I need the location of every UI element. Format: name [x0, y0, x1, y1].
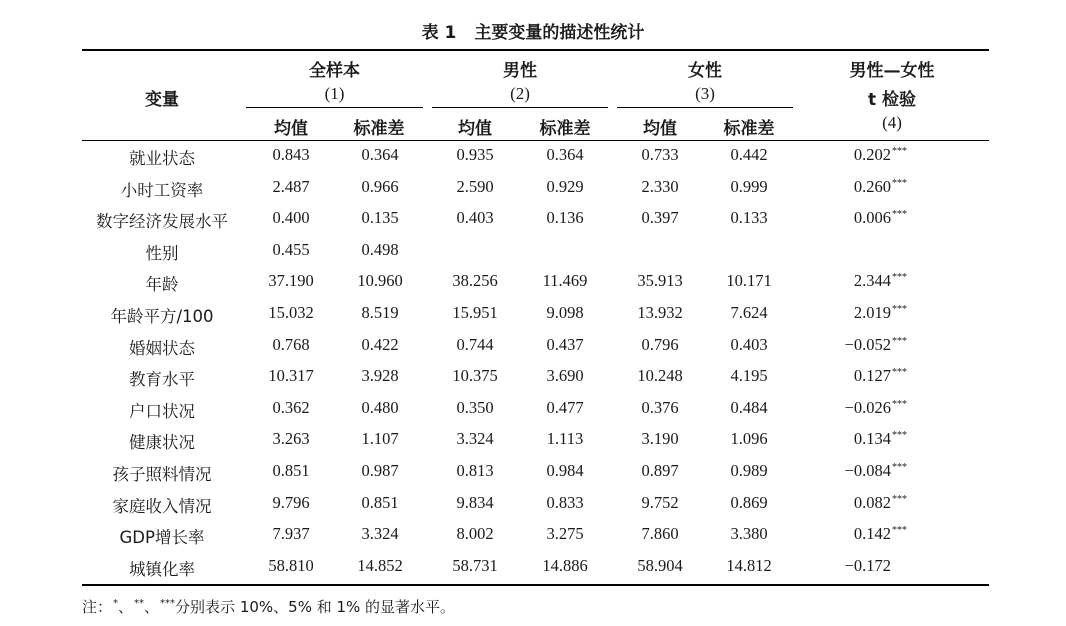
- header-group-female-index: (3): [695, 84, 715, 103]
- row-value-cell: 0.999: [730, 176, 768, 196]
- row-value-cell: 0.477: [546, 397, 584, 417]
- group-rule-full-sample: [246, 107, 423, 108]
- row-variable-name: 孩子照料情况: [112, 465, 212, 484]
- row-value-cell: 10.375: [452, 366, 498, 386]
- row-variable-name: 性别: [145, 243, 179, 263]
- header-group-full-index: (1): [324, 84, 345, 103]
- row-value-cell: 0.935: [456, 145, 494, 164]
- row-value-cell: 0.442: [730, 145, 768, 164]
- row-variable-name: 婚姻状态: [129, 338, 195, 358]
- row-value-cell: 0.989: [730, 461, 768, 480]
- row-value-cell: 0.897: [641, 461, 679, 480]
- row-value-cell: 0.484: [730, 397, 768, 417]
- significance-stars: ***: [892, 430, 907, 442]
- row-value-cell: 9.098: [546, 303, 584, 322]
- note-star-3: ***: [160, 598, 176, 609]
- row-value-cell: 3.928: [361, 366, 399, 386]
- row-value-cell: 0.498: [361, 239, 399, 259]
- row-value-cell: 2.590: [456, 176, 494, 196]
- row-value-cell: 11.469: [542, 271, 588, 291]
- header-rule: [82, 140, 989, 141]
- significance-stars: ***: [892, 335, 907, 347]
- row-value-cell: 8.519: [361, 303, 399, 322]
- t-value: −0.172: [844, 555, 891, 575]
- row-value-cell: 0.851: [361, 492, 399, 512]
- header-test-line1: 男性—女性: [849, 61, 935, 81]
- row-value-cell: 0.733: [641, 145, 679, 164]
- row-value-cell: 0.135: [361, 208, 399, 228]
- row-variable-name: GDP增长率: [119, 528, 205, 548]
- significance-stars: ***: [892, 493, 907, 505]
- significance-stars: ***: [892, 462, 907, 473]
- header-test-index: (4): [882, 113, 902, 132]
- row-value-cell: 7.860: [641, 524, 679, 544]
- row-value-cell: 35.913: [637, 271, 683, 291]
- row-value-cell: 15.032: [268, 303, 314, 322]
- t-value: 2.019: [853, 303, 891, 322]
- t-value: 0.142: [853, 524, 891, 544]
- row-value-cell: 9.834: [456, 492, 494, 512]
- t-value: 0.127: [853, 366, 891, 386]
- significance-stars: ***: [892, 209, 907, 221]
- table-number: 表 1: [421, 23, 457, 43]
- row-value-cell: 0.403: [456, 208, 494, 228]
- row-value-cell: 0.813: [456, 461, 494, 480]
- significance-stars: ***: [892, 146, 907, 157]
- row-variable-name: 城镇化率: [129, 559, 195, 579]
- header-sd-full: 标准差: [353, 119, 405, 139]
- row-t-test-cell: [820, 240, 910, 260]
- row-value-cell: 7.624: [730, 303, 768, 322]
- row-t-test-cell: [820, 429, 910, 449]
- row-value-cell: 38.256: [452, 271, 498, 291]
- note-star-2: **: [134, 598, 145, 609]
- row-value-cell: 0.422: [361, 334, 399, 354]
- row-value-cell: 2.330: [641, 176, 679, 196]
- group-rule-male: [432, 107, 608, 108]
- t-value: −0.026: [844, 397, 891, 417]
- row-value-cell: 0.869: [730, 492, 768, 512]
- row-t-test-cell: [820, 145, 910, 165]
- row-value-cell: 0.364: [546, 145, 584, 164]
- row-value-cell: 10.960: [357, 271, 403, 291]
- row-t-test-cell: [820, 177, 910, 197]
- significance-stars: ***: [892, 304, 907, 315]
- row-value-cell: 4.195: [730, 366, 768, 386]
- group-rule-female: [617, 107, 793, 108]
- row-value-cell: 0.843: [272, 145, 310, 164]
- header-group-male: 男性: [503, 61, 537, 81]
- row-t-test-cell: [820, 366, 910, 386]
- row-variable-name: 数字经济发展水平: [96, 212, 228, 232]
- note-text: 分别表示 10%、5% 和 1% 的显著水平。: [175, 598, 456, 616]
- row-t-test-cell: [820, 461, 910, 481]
- significance-stars: ***: [892, 272, 907, 284]
- row-value-cell: 0.929: [546, 176, 584, 196]
- row-value-cell: 0.362: [272, 397, 310, 417]
- row-value-cell: 10.171: [726, 271, 772, 291]
- table-title: 主要变量的描述性统计: [474, 23, 645, 43]
- row-value-cell: 0.136: [546, 208, 584, 228]
- row-value-cell: 8.002: [456, 524, 494, 544]
- row-value-cell: 0.455: [272, 239, 310, 259]
- row-t-test-cell: [820, 398, 910, 418]
- row-value-cell: 1.107: [361, 429, 399, 449]
- significance-stars: ***: [892, 367, 907, 379]
- row-t-test-cell: [820, 208, 910, 228]
- header-mean-full: 均值: [274, 119, 308, 139]
- row-variable-name: 户口状况: [129, 401, 195, 421]
- row-value-cell: 0.768: [272, 334, 310, 354]
- row-variable-name: 年龄: [145, 275, 179, 295]
- row-variable-name: 健康状况: [129, 433, 195, 453]
- row-value-cell: 3.324: [361, 524, 399, 544]
- row-value-cell: 13.932: [637, 303, 683, 322]
- row-value-cell: 15.951: [452, 303, 498, 322]
- row-value-cell: 0.437: [546, 334, 584, 354]
- row-value-cell: 3.190: [641, 429, 679, 449]
- t-value: 0.260: [853, 176, 891, 196]
- header-sd-female: 标准差: [723, 119, 775, 139]
- row-value-cell: 14.886: [542, 555, 588, 575]
- row-value-cell: 3.275: [546, 524, 584, 544]
- row-value-cell: 0.480: [361, 397, 399, 417]
- note-prefix: 注：: [82, 598, 113, 616]
- significance-stars: ***: [892, 398, 907, 410]
- row-t-test-cell: [820, 303, 910, 323]
- row-value-cell: 0.796: [641, 334, 679, 354]
- row-value-cell: 58.810: [268, 555, 314, 575]
- row-variable-name: 就业状态: [129, 149, 195, 168]
- row-value-cell: 0.364: [361, 145, 399, 164]
- t-value: −0.052: [844, 334, 891, 354]
- row-value-cell: 1.113: [546, 429, 584, 449]
- row-value-cell: 37.190: [268, 271, 314, 291]
- row-value-cell: 0.133: [730, 208, 768, 228]
- row-value-cell: 0.966: [361, 176, 399, 196]
- row-t-test-cell: [820, 524, 910, 544]
- bottom-rule: [82, 584, 989, 586]
- row-t-test-cell: [820, 271, 910, 291]
- row-variable-name: 年龄平方/100: [110, 307, 214, 326]
- note-star-1: *: [113, 598, 119, 609]
- t-value: 0.134: [853, 429, 891, 449]
- header-mean-female: 均值: [643, 119, 677, 139]
- row-value-cell: 14.852: [357, 555, 403, 575]
- row-t-test-cell: [820, 493, 910, 513]
- header-test-line2: t 检验: [867, 90, 917, 110]
- row-value-cell: 0.987: [361, 461, 399, 480]
- row-value-cell: 0.397: [641, 208, 679, 228]
- row-t-test-cell: [820, 556, 910, 576]
- t-value: 2.344: [853, 271, 891, 291]
- row-value-cell: 10.248: [637, 366, 683, 386]
- row-value-cell: 3.690: [546, 366, 584, 386]
- significance-stars: ***: [892, 525, 907, 537]
- top-rule: [82, 49, 989, 51]
- header-group-female: 女性: [688, 61, 722, 81]
- row-value-cell: 0.984: [546, 461, 584, 480]
- row-variable-name: 家庭收入情况: [112, 496, 212, 516]
- row-variable-name: 教育水平: [129, 370, 195, 390]
- row-value-cell: 9.796: [272, 492, 310, 512]
- header-group-full: 全样本: [309, 61, 360, 81]
- header-variable: 变量: [145, 90, 179, 110]
- significance-stars: ***: [892, 177, 907, 189]
- row-value-cell: 0.350: [456, 397, 494, 417]
- row-value-cell: 0.744: [456, 334, 494, 354]
- table-note: 注：*、**、***分别表示 10%、5% 和 1% 的显著水平。: [82, 598, 456, 616]
- table-caption: [0, 18, 1066, 43]
- header-group-male-index: (2): [510, 84, 530, 103]
- row-value-cell: 58.904: [637, 555, 683, 575]
- row-value-cell: 0.833: [546, 492, 584, 512]
- row-value-cell: 0.851: [272, 461, 310, 480]
- row-value-cell: 0.403: [730, 334, 768, 354]
- row-value-cell: 1.096: [730, 429, 768, 449]
- t-value: 0.006: [853, 208, 891, 228]
- row-value-cell: 0.376: [641, 397, 679, 417]
- t-value: 0.202: [853, 145, 891, 164]
- row-value-cell: 3.380: [730, 524, 768, 544]
- row-value-cell: 3.263: [272, 429, 310, 449]
- row-value-cell: 14.812: [726, 555, 772, 575]
- row-variable-name: 小时工资率: [120, 180, 204, 200]
- row-value-cell: 9.752: [641, 492, 679, 512]
- header-sd-male: 标准差: [539, 119, 591, 139]
- row-value-cell: 2.487: [272, 176, 310, 196]
- t-value: 0.082: [853, 492, 891, 512]
- row-value-cell: 3.324: [456, 429, 494, 449]
- row-value-cell: 0.400: [272, 208, 310, 228]
- row-value-cell: 7.937: [272, 524, 310, 544]
- row-value-cell: 10.317: [268, 366, 314, 386]
- row-value-cell: 58.731: [452, 555, 498, 575]
- header-mean-male: 均值: [458, 119, 492, 139]
- row-t-test-cell: [820, 335, 910, 355]
- t-value: −0.084: [844, 461, 891, 480]
